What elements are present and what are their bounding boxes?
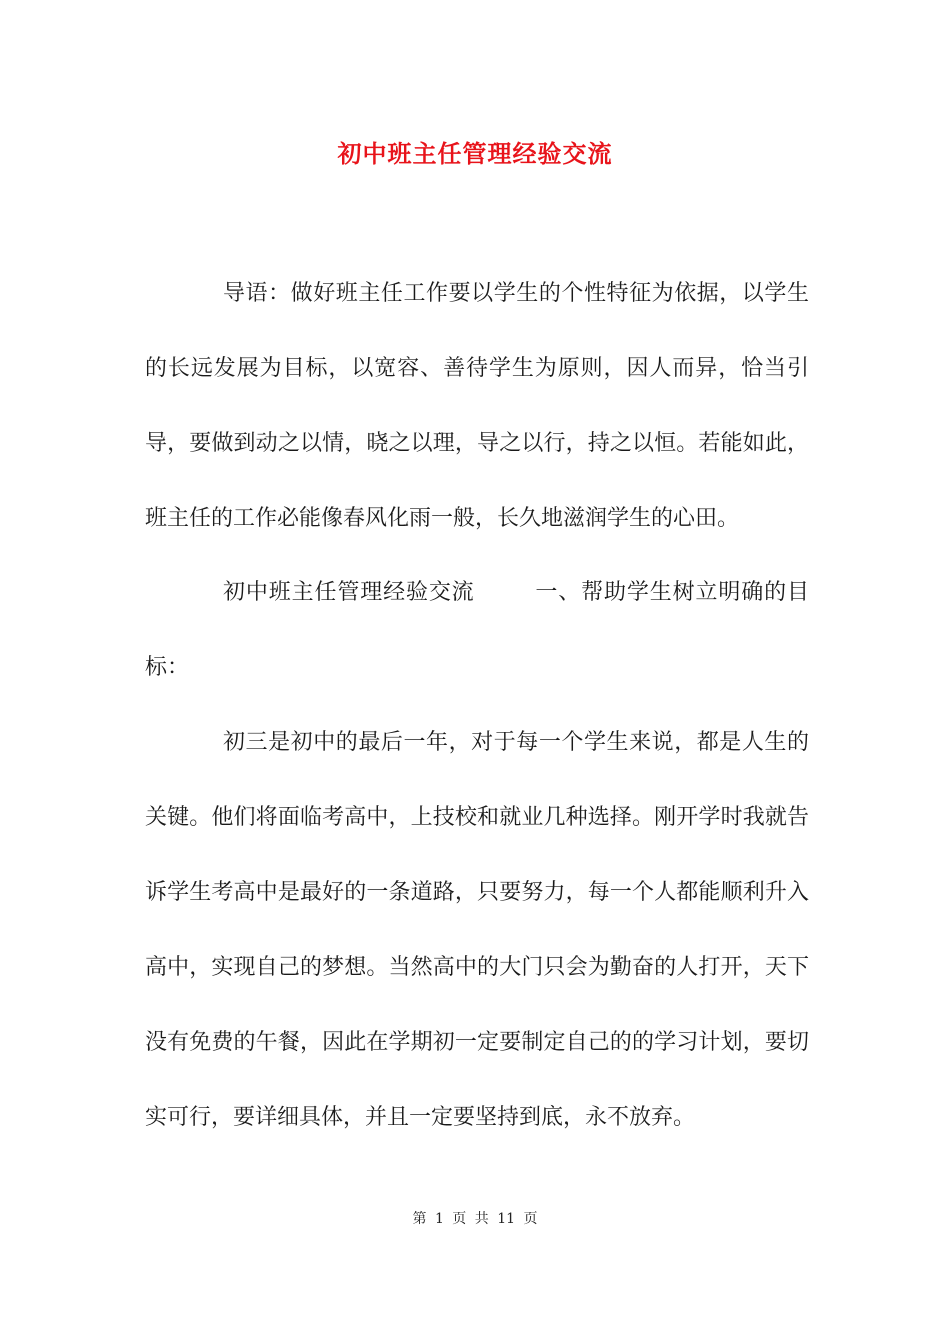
section-label: 初中班主任管理经验交流: [223, 580, 475, 605]
section-heading-line: [145, 555, 809, 705]
intro-paragraph: [145, 256, 809, 556]
page-footer: 第 1 页 共 11 页: [412, 1211, 538, 1227]
section-heading: 一、帮助学生树立明确的目标：: [145, 580, 809, 680]
section-heading-block: [145, 555, 809, 705]
intro-text: 导语：做好班主任工作要以学生的个性特征为依据，以学生的长远发展为目标，以宽容、善待学生为原则，因人而异，恰当引导，要做到动之以情，晓之以理，导之以行，持之以恒。若能如此，班主任的工作必能像春风化雨一般，长久地滋润学生的心田。: [145, 281, 809, 531]
document-title: 初中班主任管理经验交流: [337, 139, 613, 168]
paragraph-text: 初三是初中的最后一年，对于每一个学生来说，都是人生的关键。他们将面临考高中，上技校和就业几种选择。刚开学时我就告诉学生考高中是最好的一条道路，只要努力，每一个人都能顺利升入高中，实现自己的梦想。当然高中的大门只会为勤奋的人打开，天下没有免费的午餐，因此在学期初一定要制定自己的的学习计划，要切实可行，要详细具体，并且一定要坚持到底，永不放弃。: [145, 730, 809, 1130]
body-paragraph: [145, 705, 809, 1155]
